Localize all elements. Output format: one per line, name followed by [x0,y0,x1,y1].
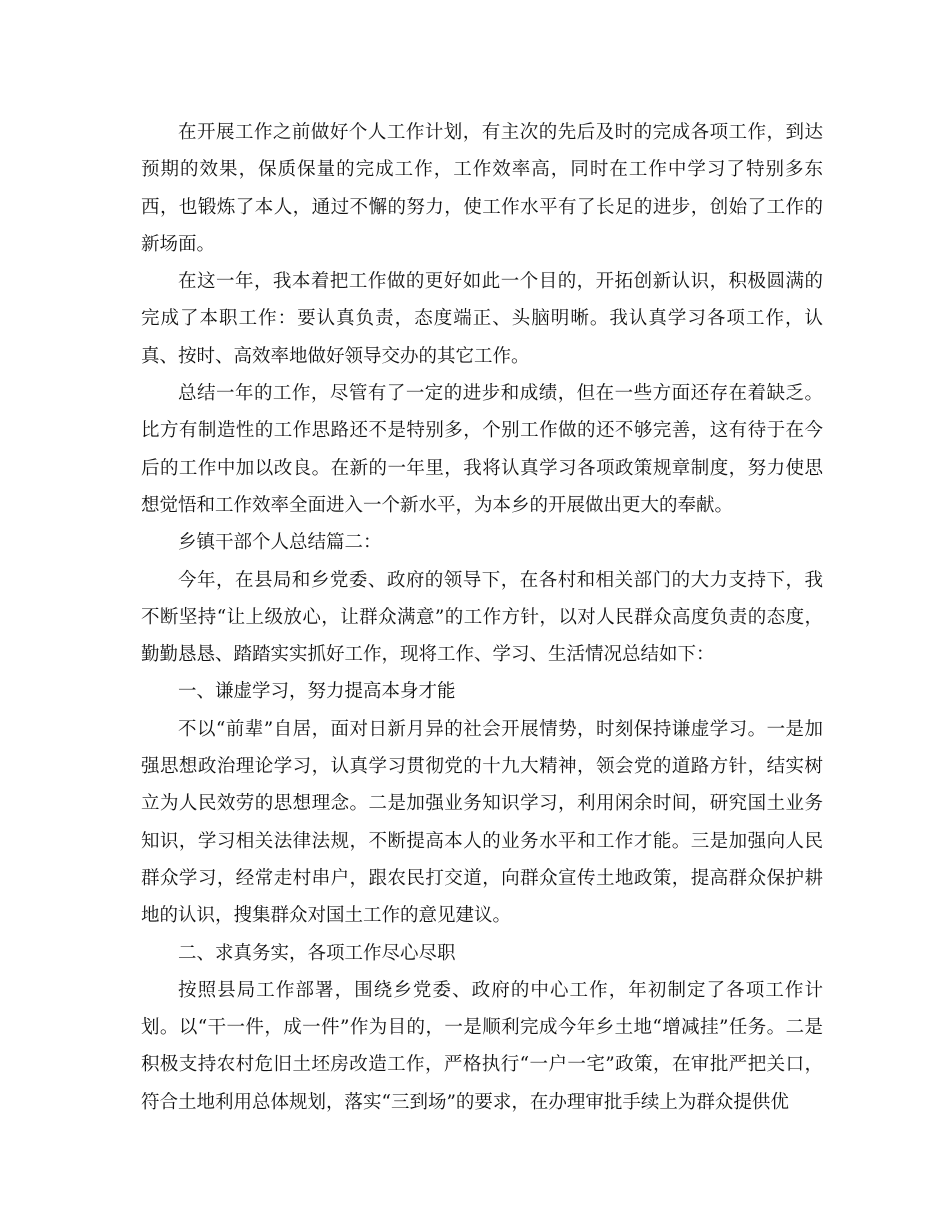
paragraph-6: 按照县局工作部署，围绕乡党委、政府的中心工作，年初制定了各项工作计划。以“干一件，成一件”作为目的，一是顺利完成今年乡土地“增减挂”任务。二是积极支持农村危旧土坯房改造工作，严格执行“一户一宅”政策，在审批严把关口，符合土地利用总体规划，落实“三到场”的要求，在办理审批手续上为群众提供优 [141,979,823,1113]
paragraph-3: 总结一年的工作，尽管有了一定的进步和成绩，但在一些方面还存在着缺乏。比方有制造性的工作思路还不是特别多，个别工作做的还不够完善，这有待于在今后的工作中加以改良。在新的一年里，我将认真学习各项政策规章制度，努力使思想觉悟和工作效率全面进入一个新水平，为本乡的开展做出更大的奉献。 [141,383,823,516]
paragraph-1: 在开展工作之前做好个人工作计划，有主次的先后及时的完成各项工作，到达预期的效果，保质保量的完成工作，工作效率高，同时在工作中学习了特别多东西，也锻炼了本人，通过不懈的努力，使工作水平有了长足的进步，创始了工作的新场面。 [141,122,823,255]
paragraph-4: 今年，在县局和乡党委、政府的领导下，在各村和相关部门的大力支持下，我不断坚持“让上级放心，让群众满意”的工作方针，以对人民群众高度负责的态度，勤勤恳恳、踏踏实实抓好工作，现将工作、学习、生活情况总结如下： [141,569,823,666]
section-heading-2: 二、求真务实，各项工作尽心尽职 [178,942,456,964]
paragraph-5: 不以“前辈”自居，面对日新月异的社会开展情势，时刻保持谦虚学习。一是加强思想政治理论学习，认真学习贯彻党的十九大精神，领会党的道路方针，结实树立为人民效劳的思想理念。二是加强业务知识学习，利用闲余时间，研究国土业务知识，学习相关法律法规，不断提高本人的业务水平和工作才能。三是加强向人民群众学习，经常走村串户，跟农民打交道，向群众宣传土地政策，提高群众保护耕地的认识，搜集群众对国土工作的意见建议。 [141,718,823,927]
paragraph-2: 在这一年，我本着把工作做的更好如此一个目的，开拓创新认识，积极圆满的完成了本职工作：要认真负责，态度端正、头脑明晰。我认真学习各项工作，认真、按时、高效率地做好领导交办的其它工作。 [141,271,823,367]
document-body [141,114,823,1121]
section-heading-1: 一、谦虚学习，努力提高本身才能 [178,681,456,703]
section-title-part-two: 乡镇干部个人总结篇二： [178,532,382,554]
